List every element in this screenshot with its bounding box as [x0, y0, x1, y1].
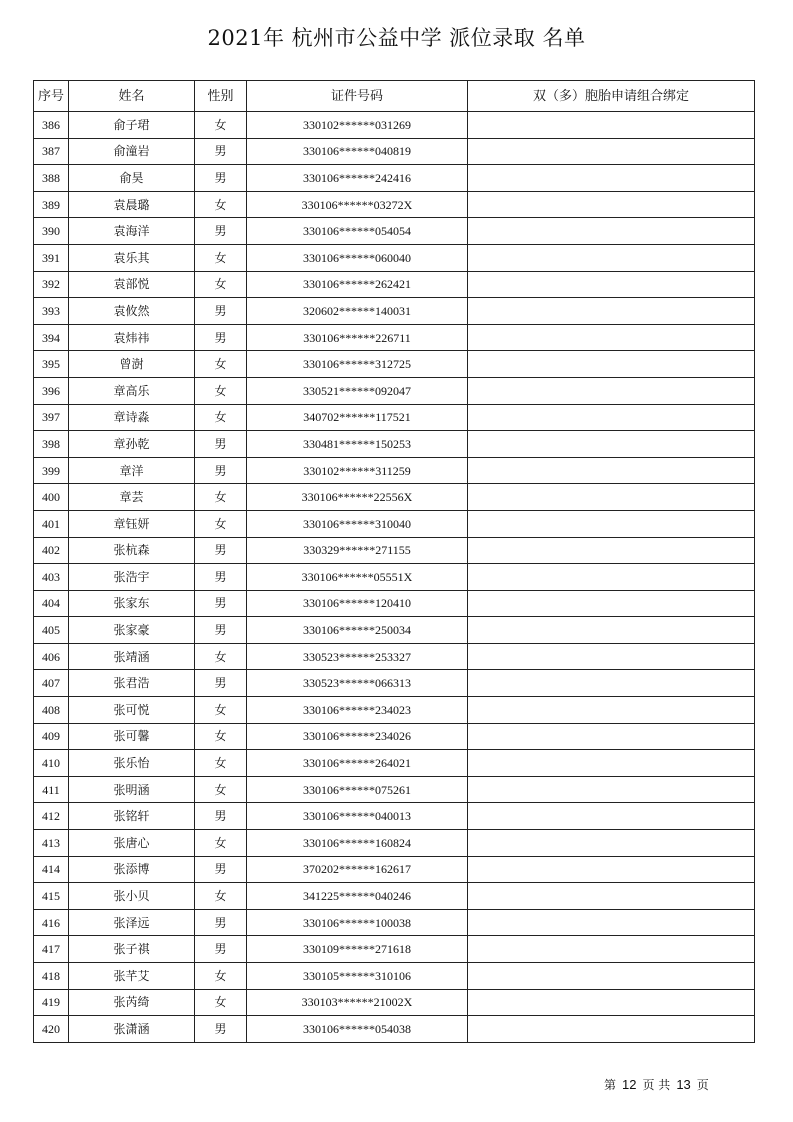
cell-id-number: 330106******03272X: [247, 191, 468, 218]
cell-gender: 男: [195, 1016, 247, 1043]
cell-name: 张家豪: [69, 617, 195, 644]
cell-index: 412: [34, 803, 69, 830]
table-row: [34, 324, 755, 351]
cell-index: 387: [34, 138, 69, 165]
header-name: 姓名: [69, 81, 195, 112]
cell-id-number: 330106******040013: [247, 803, 468, 830]
table-row: [34, 484, 755, 511]
table-row: [34, 776, 755, 803]
cell-twins-binding: [468, 510, 755, 537]
cell-name: 张芮绮: [69, 989, 195, 1016]
page-footer: [604, 1076, 709, 1093]
cell-index: 411: [34, 776, 69, 803]
table-row: [34, 856, 755, 883]
cell-index: 386: [34, 112, 69, 139]
cell-twins-binding: [468, 936, 755, 963]
cell-id-number: 330523******253327: [247, 643, 468, 670]
cell-name: 袁海洋: [69, 218, 195, 245]
cell-gender: 女: [195, 244, 247, 271]
cell-gender: 男: [195, 590, 247, 617]
cell-gender: 男: [195, 457, 247, 484]
cell-id-number: 341225******040246: [247, 883, 468, 910]
cell-name: 张明涵: [69, 776, 195, 803]
cell-name: 章钰妍: [69, 510, 195, 537]
cell-twins-binding: [468, 856, 755, 883]
cell-name: 俞子珺: [69, 112, 195, 139]
table-header-row: [34, 81, 755, 112]
table-row: [34, 510, 755, 537]
table-row: [34, 191, 755, 218]
cell-index: 388: [34, 165, 69, 192]
cell-twins-binding: [468, 803, 755, 830]
cell-name: 张杭森: [69, 537, 195, 564]
cell-id-number: 330106******22556X: [247, 484, 468, 511]
cell-id-number: 330106******242416: [247, 165, 468, 192]
cell-name: 袁部悦: [69, 271, 195, 298]
cell-name: 张添博: [69, 856, 195, 883]
cell-name: 章孙乾: [69, 431, 195, 458]
cell-index: 403: [34, 564, 69, 591]
cell-id-number: 330106******264021: [247, 750, 468, 777]
cell-gender: 男: [195, 617, 247, 644]
cell-twins-binding: [468, 112, 755, 139]
cell-index: 417: [34, 936, 69, 963]
table-row: [34, 431, 755, 458]
table-row: [34, 670, 755, 697]
table-row: [34, 909, 755, 936]
cell-id-number: 330106******250034: [247, 617, 468, 644]
cell-index: 397: [34, 404, 69, 431]
footer-page-number: 12: [622, 1077, 637, 1092]
cell-twins-binding: [468, 298, 755, 325]
cell-id-number: 330105******310106: [247, 963, 468, 990]
header-gender: 性别: [195, 81, 247, 112]
cell-twins-binding: [468, 165, 755, 192]
table-row: [34, 617, 755, 644]
cell-id-number: 330329******271155: [247, 537, 468, 564]
cell-name: 张浩宇: [69, 564, 195, 591]
cell-twins-binding: [468, 191, 755, 218]
table-row: [34, 112, 755, 139]
cell-index: 410: [34, 750, 69, 777]
table-row: [34, 298, 755, 325]
cell-twins-binding: [468, 218, 755, 245]
cell-index: 393: [34, 298, 69, 325]
table-row: [34, 537, 755, 564]
table-row: [34, 404, 755, 431]
cell-name: 张小贝: [69, 883, 195, 910]
cell-index: 405: [34, 617, 69, 644]
cell-twins-binding: [468, 537, 755, 564]
cell-twins-binding: [468, 643, 755, 670]
cell-name: 章洋: [69, 457, 195, 484]
cell-gender: 男: [195, 803, 247, 830]
cell-gender: 男: [195, 165, 247, 192]
cell-gender: 男: [195, 537, 247, 564]
cell-name: 袁炜祎: [69, 324, 195, 351]
cell-index: 395: [34, 351, 69, 378]
table-row: [34, 989, 755, 1016]
cell-name: 张可悦: [69, 697, 195, 724]
cell-name: 俞昊: [69, 165, 195, 192]
cell-id-number: 330109******271618: [247, 936, 468, 963]
table-row: [34, 377, 755, 404]
cell-twins-binding: [468, 697, 755, 724]
table-row: [34, 218, 755, 245]
cell-id-number: 330106******100038: [247, 909, 468, 936]
footer-middle: 页 共: [642, 1078, 671, 1092]
cell-twins-binding: [468, 830, 755, 857]
cell-twins-binding: [468, 776, 755, 803]
cell-gender: 女: [195, 484, 247, 511]
table-row: [34, 1016, 755, 1043]
table-row: [34, 723, 755, 750]
cell-id-number: 330106******262421: [247, 271, 468, 298]
cell-gender: 女: [195, 271, 247, 298]
cell-index: 400: [34, 484, 69, 511]
cell-name: 章诗淼: [69, 404, 195, 431]
table-row: [34, 963, 755, 990]
cell-gender: 女: [195, 750, 247, 777]
cell-twins-binding: [468, 723, 755, 750]
cell-id-number: 330106******234023: [247, 697, 468, 724]
cell-id-number: 330102******311259: [247, 457, 468, 484]
cell-id-number: 330106******054054: [247, 218, 468, 245]
table-row: [34, 697, 755, 724]
cell-gender: 女: [195, 776, 247, 803]
cell-name: 章高乐: [69, 377, 195, 404]
cell-index: 409: [34, 723, 69, 750]
cell-gender: 女: [195, 510, 247, 537]
cell-twins-binding: [468, 457, 755, 484]
cell-id-number: 330106******120410: [247, 590, 468, 617]
cell-index: 414: [34, 856, 69, 883]
cell-gender: 女: [195, 697, 247, 724]
table-row: [34, 244, 755, 271]
cell-name: 张唐心: [69, 830, 195, 857]
cell-id-number: 370202******162617: [247, 856, 468, 883]
cell-index: 406: [34, 643, 69, 670]
cell-id-number: 330106******234026: [247, 723, 468, 750]
table-row: [34, 830, 755, 857]
cell-name: 袁乐其: [69, 244, 195, 271]
cell-name: 袁攸然: [69, 298, 195, 325]
table-row: [34, 271, 755, 298]
cell-id-number: 330106******075261: [247, 776, 468, 803]
cell-name: 张可馨: [69, 723, 195, 750]
cell-id-number: 330481******150253: [247, 431, 468, 458]
cell-gender: 女: [195, 377, 247, 404]
cell-id-number: 330106******312725: [247, 351, 468, 378]
page-title: 2021年 杭州市公益中学 派位录取 名单: [207, 26, 586, 50]
table-row: [34, 165, 755, 192]
cell-name: 张铭轩: [69, 803, 195, 830]
cell-twins-binding: [468, 564, 755, 591]
cell-twins-binding: [468, 431, 755, 458]
footer-prefix: 第: [604, 1078, 617, 1092]
cell-id-number: 330523******066313: [247, 670, 468, 697]
cell-id-number: 330106******160824: [247, 830, 468, 857]
cell-gender: 男: [195, 218, 247, 245]
cell-gender: 女: [195, 883, 247, 910]
header-id-number: 证件号码: [247, 81, 468, 112]
cell-gender: 男: [195, 138, 247, 165]
cell-index: 390: [34, 218, 69, 245]
cell-index: 413: [34, 830, 69, 857]
cell-gender: 女: [195, 989, 247, 1016]
cell-name: 张潇涵: [69, 1016, 195, 1043]
cell-index: 396: [34, 377, 69, 404]
cell-gender: 男: [195, 564, 247, 591]
cell-twins-binding: [468, 670, 755, 697]
cell-name: 章芸: [69, 484, 195, 511]
cell-index: 389: [34, 191, 69, 218]
cell-twins-binding: [468, 989, 755, 1016]
cell-id-number: 330103******21002X: [247, 989, 468, 1016]
cell-gender: 男: [195, 936, 247, 963]
table-row: [34, 351, 755, 378]
table-row: [34, 883, 755, 910]
cell-name: 张泽远: [69, 909, 195, 936]
cell-name: 张家东: [69, 590, 195, 617]
cell-gender: 男: [195, 909, 247, 936]
cell-id-number: 340702******117521: [247, 404, 468, 431]
cell-index: 407: [34, 670, 69, 697]
cell-twins-binding: [468, 1016, 755, 1043]
cell-index: 404: [34, 590, 69, 617]
cell-index: 392: [34, 271, 69, 298]
cell-index: 419: [34, 989, 69, 1016]
cell-gender: 女: [195, 643, 247, 670]
cell-twins-binding: [468, 484, 755, 511]
cell-twins-binding: [468, 883, 755, 910]
cell-index: 391: [34, 244, 69, 271]
cell-index: 408: [34, 697, 69, 724]
cell-name: 张靖涵: [69, 643, 195, 670]
cell-twins-binding: [468, 138, 755, 165]
cell-id-number: 330102******031269: [247, 112, 468, 139]
cell-index: 418: [34, 963, 69, 990]
cell-index: 398: [34, 431, 69, 458]
cell-twins-binding: [468, 750, 755, 777]
cell-gender: 男: [195, 856, 247, 883]
header-index: 序号: [34, 81, 69, 112]
cell-id-number: 330106******05551X: [247, 564, 468, 591]
cell-gender: 男: [195, 324, 247, 351]
cell-name: 张乐怡: [69, 750, 195, 777]
cell-id-number: 330106******060040: [247, 244, 468, 271]
cell-gender: 男: [195, 298, 247, 325]
cell-gender: 女: [195, 351, 247, 378]
cell-index: 399: [34, 457, 69, 484]
table-row: [34, 936, 755, 963]
footer-total-pages: 13: [676, 1077, 691, 1092]
cell-twins-binding: [468, 963, 755, 990]
cell-gender: 男: [195, 431, 247, 458]
cell-id-number: 330106******054038: [247, 1016, 468, 1043]
cell-index: 420: [34, 1016, 69, 1043]
cell-gender: 男: [195, 670, 247, 697]
cell-id-number: 330521******092047: [247, 377, 468, 404]
cell-twins-binding: [468, 324, 755, 351]
cell-index: 402: [34, 537, 69, 564]
cell-index: 394: [34, 324, 69, 351]
cell-id-number: 320602******140031: [247, 298, 468, 325]
table-row: [34, 750, 755, 777]
table-row: [34, 564, 755, 591]
footer-suffix: 页: [696, 1078, 709, 1092]
cell-twins-binding: [468, 377, 755, 404]
cell-id-number: 330106******310040: [247, 510, 468, 537]
cell-gender: 女: [195, 112, 247, 139]
cell-name: 俞潼岩: [69, 138, 195, 165]
cell-index: 415: [34, 883, 69, 910]
cell-twins-binding: [468, 244, 755, 271]
table-row: [34, 803, 755, 830]
cell-index: 401: [34, 510, 69, 537]
header-twins-binding: 双（多）胞胎申请组合绑定: [468, 81, 755, 112]
cell-twins-binding: [468, 590, 755, 617]
cell-gender: 女: [195, 963, 247, 990]
cell-twins-binding: [468, 351, 755, 378]
cell-twins-binding: [468, 617, 755, 644]
table-row: [34, 138, 755, 165]
cell-gender: 女: [195, 191, 247, 218]
cell-name: 曾澍: [69, 351, 195, 378]
cell-gender: 女: [195, 723, 247, 750]
cell-gender: 女: [195, 830, 247, 857]
table-row: [34, 590, 755, 617]
cell-id-number: 330106******040819: [247, 138, 468, 165]
cell-name: 袁晨璐: [69, 191, 195, 218]
cell-name: 张子祺: [69, 936, 195, 963]
cell-index: 416: [34, 909, 69, 936]
cell-name: 张芊艾: [69, 963, 195, 990]
table-row: [34, 643, 755, 670]
cell-gender: 女: [195, 404, 247, 431]
cell-id-number: 330106******226711: [247, 324, 468, 351]
cell-twins-binding: [468, 404, 755, 431]
table-row: [34, 457, 755, 484]
admission-table: [33, 80, 755, 1043]
cell-twins-binding: [468, 271, 755, 298]
cell-name: 张君浩: [69, 670, 195, 697]
cell-twins-binding: [468, 909, 755, 936]
